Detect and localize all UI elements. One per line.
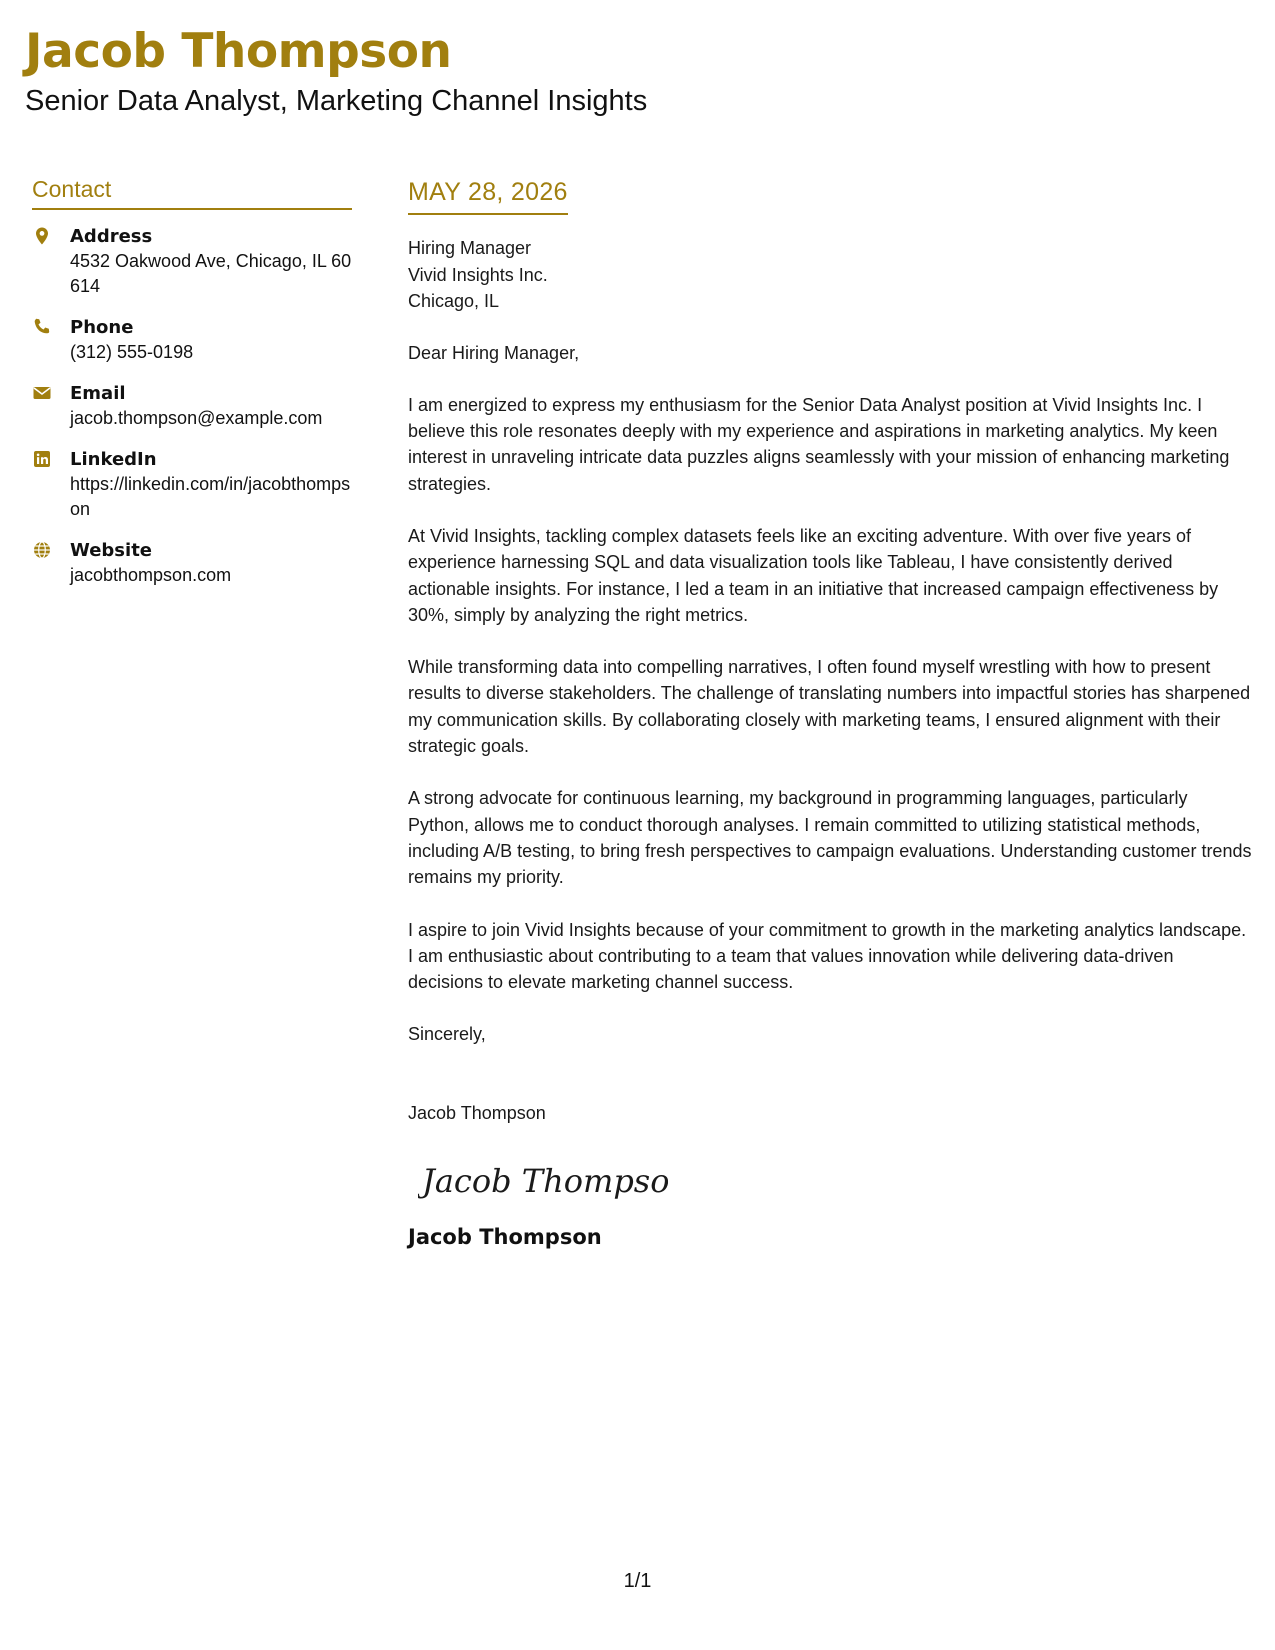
website-label: Website [70,540,153,561]
letter-paragraph: I am energized to express my enthusiasm for the Senior Data Analyst position at Vivid Insights Inc. I believe this role resonates deeply with my experience and aspirations in marketing analytics. My keen interest in unraveling intricate data puzzles aligns seamlessly with your mission of enhancing marketing strategies. [408,394,1230,494]
contact-item-linkedin [32,447,352,522]
recipient-line: Hiring Manager [408,238,532,258]
letter-date: MAY 28, 2026 [408,178,568,215]
letter-paragraph: While transforming data into compelling narratives, I often found myself wrestling with how to present results to diverse stakeholders. The challenge of translating numbers into impactful stories has sharpened my communication skills. By collaborating closely with marketing teams, I ensured alignment with their strategic goals. [408,657,1251,757]
typed-name: Jacob Thompson [408,1102,546,1123]
email-label: Email [70,383,126,404]
letter-body [408,178,1253,1249]
phone-value: (312) 555-0198 [70,342,194,362]
phone-icon [32,317,54,339]
applicant-title: Senior Data Analyst, Marketing Channel Insights [25,85,648,117]
contact-sidebar [32,176,352,604]
contact-item-website [32,538,352,588]
greeting: Dear Hiring Manager, [408,342,580,363]
letter-paragraph: At Vivid Insights, tackling complex datasets feels like an exciting adventure. With over five years of experience harnessing SQL and data visualization tools like Tableau, I have consistently derived actionable insights. For instance, I led a team in an initiative that increased campaign effectiveness by 30%, simply by analyzing the right metrics. [408,525,1219,625]
envelope-icon [32,383,54,405]
contact-item-email [32,381,352,431]
contact-heading: Contact [32,176,352,210]
email-value: jacob.thompson@example.com [70,408,323,428]
linkedin-label: LinkedIn [70,449,157,470]
contact-item-phone [32,315,352,365]
letter-paragraph: A strong advocate for continuous learning, my background in programming languages, particularly Python, allows me to conduct thorough analyses. I remain committed to utilizing statistical methods, including A/B testing, to bring fresh perspectives to campaign evaluations. Understanding customer trends remains my priority. [408,788,1252,888]
linkedin-value: https://linkedin.com/in/jacobthompson [70,474,351,519]
map-pin-icon [32,226,54,248]
recipient-block [408,235,1253,315]
website-value: jacobthompson.com [70,565,232,585]
handwritten-signature [418,1154,1253,1211]
signature-script: Jacob Thompson [422,1162,668,1201]
letter-header [25,22,647,118]
applicant-name: Jacob Thompson [25,24,452,79]
linkedin-icon [32,449,54,471]
address-value: 4532 Oakwood Ave, Chicago, IL 60614 [70,251,352,296]
closing: Sincerely, [408,1024,486,1045]
address-label: Address [70,226,153,247]
recipient-line: Vivid Insights Inc. [408,264,548,285]
contact-item-address [32,224,352,299]
recipient-line: Chicago, IL [408,291,500,311]
letter-paragraph: I aspire to join Vivid Insights because of your commitment to growth in the marketing analytics landscape. I am enthusiastic about contributing to a team that values innovation while delivering data-driven decisions to elevate marketing channel success. [408,919,1247,993]
globe-icon [32,540,54,562]
phone-label: Phone [70,317,134,338]
signed-name: Jacob Thompson [408,1225,602,1250]
page-number: 1/1 [623,1570,652,1592]
